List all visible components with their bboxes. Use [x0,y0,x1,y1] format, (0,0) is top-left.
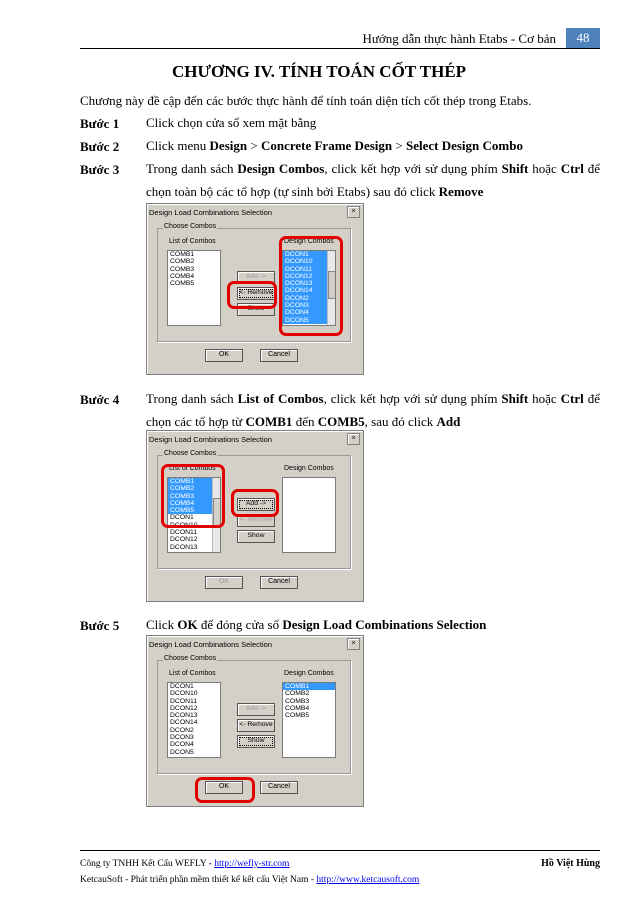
step-3-label: Bước 3 [80,162,120,177]
list-item[interactable]: DCON4 [283,309,335,316]
list-item[interactable]: DCON10 [170,690,198,698]
list-item[interactable]: DCON1 [170,514,194,522]
choose-combos-group [157,223,351,342]
design-combos-label: Design Combos [284,465,334,472]
list-item[interactable]: DCON11 [170,529,198,537]
show-button[interactable]: Show [237,303,275,316]
combo-dialog-3 [146,635,364,807]
add-button[interactable]: Add -> [237,703,275,716]
dialog-title: Design Load Combinations Selection [149,208,272,217]
list-item[interactable]: DCON10 [170,521,198,529]
step-5-text: Click OK để đóng cửa sổ Design Load Combinations Selection [146,617,487,632]
scrollbar-thumb[interactable] [213,498,221,526]
list-item[interactable]: DCON1 [283,251,335,258]
design-combos-label: Design Combos [284,238,334,245]
group-label: Choose Combos [164,223,217,230]
list-item[interactable]: COMB1 [283,683,335,690]
page-footer [80,850,600,888]
list-item[interactable]: COMB1 [170,251,195,258]
list-item[interactable]: COMB4 [285,704,310,712]
list-item[interactable]: DCON2 [283,295,335,302]
list-item[interactable]: DCON3 [170,734,194,742]
chapter-title: CHƯƠNG IV. TÍNH TOÁN CỐT THÉP [171,62,467,81]
list-item[interactable]: COMB5 [285,712,310,720]
step-3-text-line2: chọn toàn bộ các tổ hợp (tự sinh bởi Etabs) sau đó click Remove [146,184,484,199]
list-of-combos-listbox[interactable] [167,477,221,553]
step-4-text-line1: Trong danh sách List of Combos, click kết hợp với sử dụng phím Shift hoặc Ctrl để [146,391,600,406]
list-item[interactable]: DCON12 [170,704,198,712]
ok-button[interactable]: OK [205,781,243,794]
list-item[interactable]: COMB5 [170,280,195,288]
intro-text: Chương này đề cập đến các bước thực hành để tính toán diện tích cốt thép trong Etabs. [80,93,532,108]
list-item[interactable]: DCON4 [170,741,194,749]
step-5-label: Bước 5 [80,618,120,633]
step-1-text: Click chọn cửa sổ xem mặt bằng [146,115,317,130]
design-combos-listbox[interactable] [282,682,336,758]
choose-combos-group [157,655,351,774]
list-item[interactable]: COMB2 [170,258,195,266]
ok-button[interactable]: OK [205,349,243,362]
close-icon[interactable]: × [347,433,360,445]
list-of-combos-label: List of Combos [169,238,216,245]
step-3-text-line1: Trong danh sách Design Combos, click kết hợp với sử dụng phím Shift hoặc Ctrl để [146,161,600,176]
list-item[interactable]: COMB3 [285,697,310,705]
list-item[interactable]: COMB2 [168,485,220,492]
design-combos-listbox[interactable] [282,250,336,326]
scrollbar[interactable] [212,478,220,552]
list-item[interactable]: DCON13 [283,280,335,287]
list-item[interactable]: COMB1 [168,478,220,485]
footer-software: KetcauSoft - Phát triển phần mềm thiết kế kết cấu Việt Nam - http://www.ketcausoft.com [80,875,420,885]
header-title: Hướng dẫn thực hành Etabs - Cơ bản [362,31,556,46]
list-of-combos-label: List of Combos [169,465,216,472]
cancel-button[interactable]: Cancel [260,349,298,362]
list-of-combos-listbox[interactable] [167,682,221,758]
list-item[interactable]: DCON3 [283,302,335,309]
combo-dialog-2 [146,430,364,602]
list-item[interactable]: DCON14 [170,719,198,727]
list-item[interactable]: DCON2 [170,726,194,734]
scrollbar[interactable] [327,251,335,325]
list-item[interactable]: DCON1 [170,683,194,690]
combo-dialog-1 [146,203,364,375]
cancel-button[interactable]: Cancel [260,781,298,794]
remove-button[interactable]: <- Remove [237,514,275,527]
list-item[interactable]: DCON10 [283,258,335,265]
list-of-combos-listbox[interactable] [167,250,221,326]
list-item[interactable]: COMB4 [170,272,195,280]
list-item[interactable]: DCON12 [283,273,335,280]
list-of-combos-label: List of Combos [169,670,216,677]
list-item[interactable]: COMB3 [170,265,195,273]
close-icon[interactable]: × [347,206,360,218]
show-button[interactable]: Show [237,735,275,748]
group-label: Choose Combos [164,655,217,662]
dialog-title: Design Load Combinations Selection [149,435,272,444]
scrollbar-thumb[interactable] [328,271,336,299]
ok-button[interactable]: OK [205,576,243,589]
list-item[interactable]: DCON12 [170,536,198,544]
step-2-label: Bước 2 [80,139,120,154]
page-header [80,28,600,49]
list-item[interactable]: COMB2 [285,690,310,698]
list-item[interactable]: DCON14 [283,287,335,294]
list-item[interactable]: COMB5 [168,507,220,514]
design-combos-label: Design Combos [284,670,334,677]
step-4-label: Bước 4 [80,392,120,407]
list-item[interactable]: DCON13 [170,712,198,720]
list-item[interactable]: DCON13 [170,543,198,551]
add-button[interactable]: Add -> [237,271,275,284]
footer-company: Công ty TNHH Kết Cấu WEFLY - http://wefly-str.com [80,859,290,869]
dialog-title: Design Load Combinations Selection [149,640,272,649]
page-number: 48 [566,28,600,48]
list-item[interactable]: COMB4 [168,500,220,507]
add-button[interactable]: Add -> [237,498,275,511]
list-item[interactable]: DCON11 [283,266,335,273]
group-label: Choose Combos [164,450,217,457]
cancel-button[interactable]: Cancel [260,576,298,589]
show-button[interactable]: Show [237,530,275,543]
close-icon[interactable]: × [347,638,360,650]
choose-combos-group [157,450,351,569]
list-item[interactable]: COMB3 [168,493,220,500]
list-item[interactable]: DCON5 [283,317,335,324]
company-link[interactable]: http://wefly-str.com [214,859,290,869]
step-2-text: Click menu Design > Concrete Frame Design > Select Design Combo [146,138,523,153]
step-4-text-line2: chọn các tổ hợp từ COMB1 đến COMB5, sau đó click Add [146,414,461,429]
remove-button[interactable]: <- Remove [237,287,275,300]
list-item[interactable]: DCON5 [170,748,194,756]
software-link[interactable]: http://www.ketcausoft.com [316,875,420,885]
list-item[interactable]: DCON11 [170,697,198,705]
remove-button[interactable]: <- Remove [237,719,275,732]
design-combos-listbox[interactable] [282,477,336,553]
step-1-label: Bước 1 [80,116,120,131]
footer-author: Hồ Việt Hùng [541,858,600,869]
